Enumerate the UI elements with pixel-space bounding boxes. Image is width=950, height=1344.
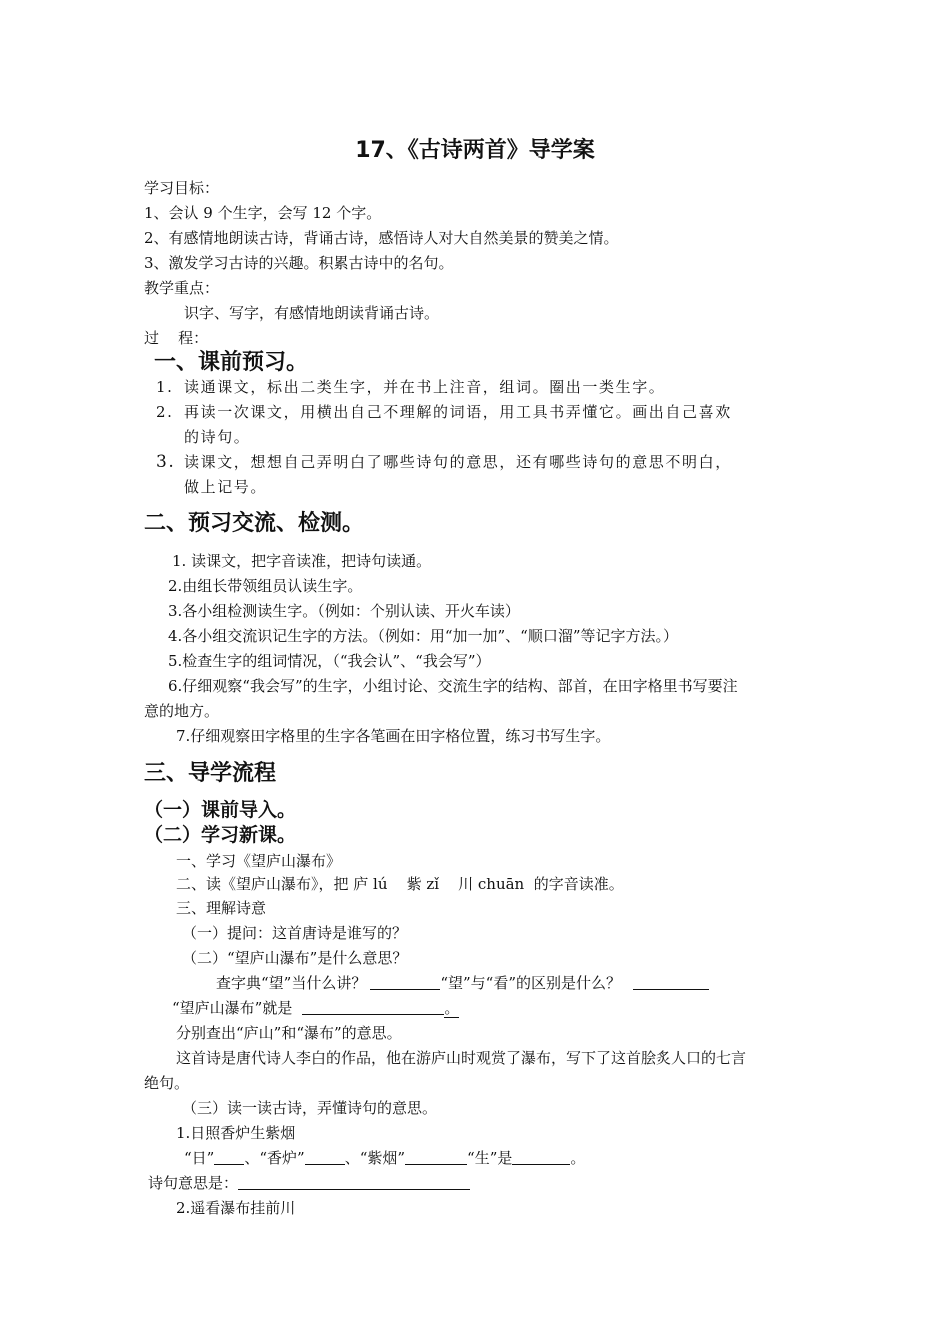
preview-item [156,377,665,397]
meaning-question [172,998,459,1018]
answer-blank[interactable] [302,999,444,1015]
goals-label: 学习目标： [144,179,220,197]
preview-item-number: 1. [156,378,174,396]
check-item-cont: 意的地方。 [144,702,220,720]
meaning-question-text: “望庐山瀑布”就是 [172,999,293,1017]
check-item: 4.各小组交流识记生字的方法。（例如：用“加一加”、“顺口溜”等记字方法。） [168,627,678,645]
check-item: 7.仔细观察田字格里的生字各笔画在田字格位置，练习书写生字。 [176,727,611,745]
focus-label: 教学重点： [144,279,220,297]
check-item: 6.仔细观察“我会写”的生字，小组讨论、交流生字的结构、部首，在田字格里书写要注 [168,677,738,695]
word-label: 、“紫烟” [344,1149,406,1167]
check-item: 5.检查生字的组词情况，（“我会认”、“我会写”） [168,652,491,670]
focus-text: 识字、写字，有感情地朗读背诵古诗。 [184,304,440,322]
preview-item-text: 读课文，想想自己弄明白了哪些诗句的意思，还有哪些诗句的意思不明白， [184,453,732,471]
dictionary-question-text: 查字典“望”当什么讲？ [216,974,367,992]
section3-heading: 三、导学流程 [144,761,277,786]
lesson-line: 三、理解诗意 [176,899,267,917]
poem-meaning-row [148,1173,470,1193]
check-item: 3.各小组检测读生字。（例如：个别认读、开火车读） [168,602,520,620]
answer-blank[interactable] [633,974,709,990]
lesson-line-cont: 绝句。 [144,1074,190,1092]
answer-blank[interactable] [370,974,440,990]
preview-item-number: 2. [156,403,174,421]
section3-sub1: （一）课前导入。 [144,799,297,821]
process-label: 过 程： [144,329,209,347]
word-label: “生”是 [467,1149,513,1167]
lesson-line: 一、学习《望庐山瀑布》 [176,852,342,870]
goal-item: 1、会认 9 个生字，会写 12 个字。 [144,204,382,222]
dictionary-question-text-2: “望”与“看”的区别是什么？ [440,974,622,992]
preview-item [156,402,732,422]
poem-meaning-label: 诗句意思是： [148,1174,239,1192]
answer-blank[interactable] [214,1149,244,1165]
goal-item: 2、有感情地朗读古诗，背诵古诗，感悟诗人对大自然美景的赞美之情。 [144,229,619,247]
word-label: “日” [184,1149,215,1167]
poem-line: 1.日照香炉生紫烟 [176,1124,296,1142]
word-label: 、“香炉” [244,1149,305,1167]
word-label-end: 。 [570,1149,586,1167]
meaning-question-end: 。 [444,999,460,1017]
pinyin-line: 二、读《望庐山瀑布》，把 庐 lú 紫 zǐ 川 chuān 的字音读准。 [176,875,624,893]
section1-heading: 一、课前预习。 [154,350,309,375]
preview-item [156,452,732,472]
question-line: （二）“望庐山瀑布”是什么意思？ [182,949,408,967]
preview-item-text-cont: 的诗句。 [184,428,251,446]
word-meaning-row [184,1148,585,1168]
dictionary-question [216,973,709,993]
question-line: （三）读一读古诗，弄懂诗句的意思。 [182,1099,438,1117]
answer-blank[interactable] [305,1149,345,1165]
goal-item: 3、激发学习古诗的兴趣。积累古诗中的名句。 [144,254,454,272]
answer-blank[interactable] [405,1149,467,1165]
section3-sub2: （二）学习新课。 [144,824,297,846]
question-line: （一）提问：这首唐诗是谁写的？ [182,924,408,942]
preview-item-text: 读通课文，标出二类生字，并在书上注音，组词。圈出一类生字。 [184,378,666,396]
preview-item-text-cont: 做上记号。 [184,478,268,496]
check-item: 2.由组长带领组员认读生字。 [168,577,363,595]
check-item: 1. 读课文，把字音读准，把诗句读通。 [172,552,432,570]
lesson-line: 这首诗是唐代诗人李白的作品，他在游庐山时观赏了瀑布，写下了这首脍炙人口的七言 [176,1049,747,1067]
document-title: 17、《古诗两首》导学案 [355,138,595,163]
preview-item-number: 3. [156,452,176,472]
section2-heading: 二、预习交流、检测。 [144,511,365,536]
answer-blank[interactable] [512,1149,570,1165]
poem-line: 2.遥看瀑布挂前川 [176,1199,296,1217]
preview-item-text: 再读一次课文，用横出自己不理解的词语，用工具书弄懂它。画出自己喜欢 [184,403,732,421]
lesson-line: 分别查出“庐山”和“瀑布”的意思。 [176,1024,402,1042]
answer-blank[interactable] [238,1174,470,1190]
